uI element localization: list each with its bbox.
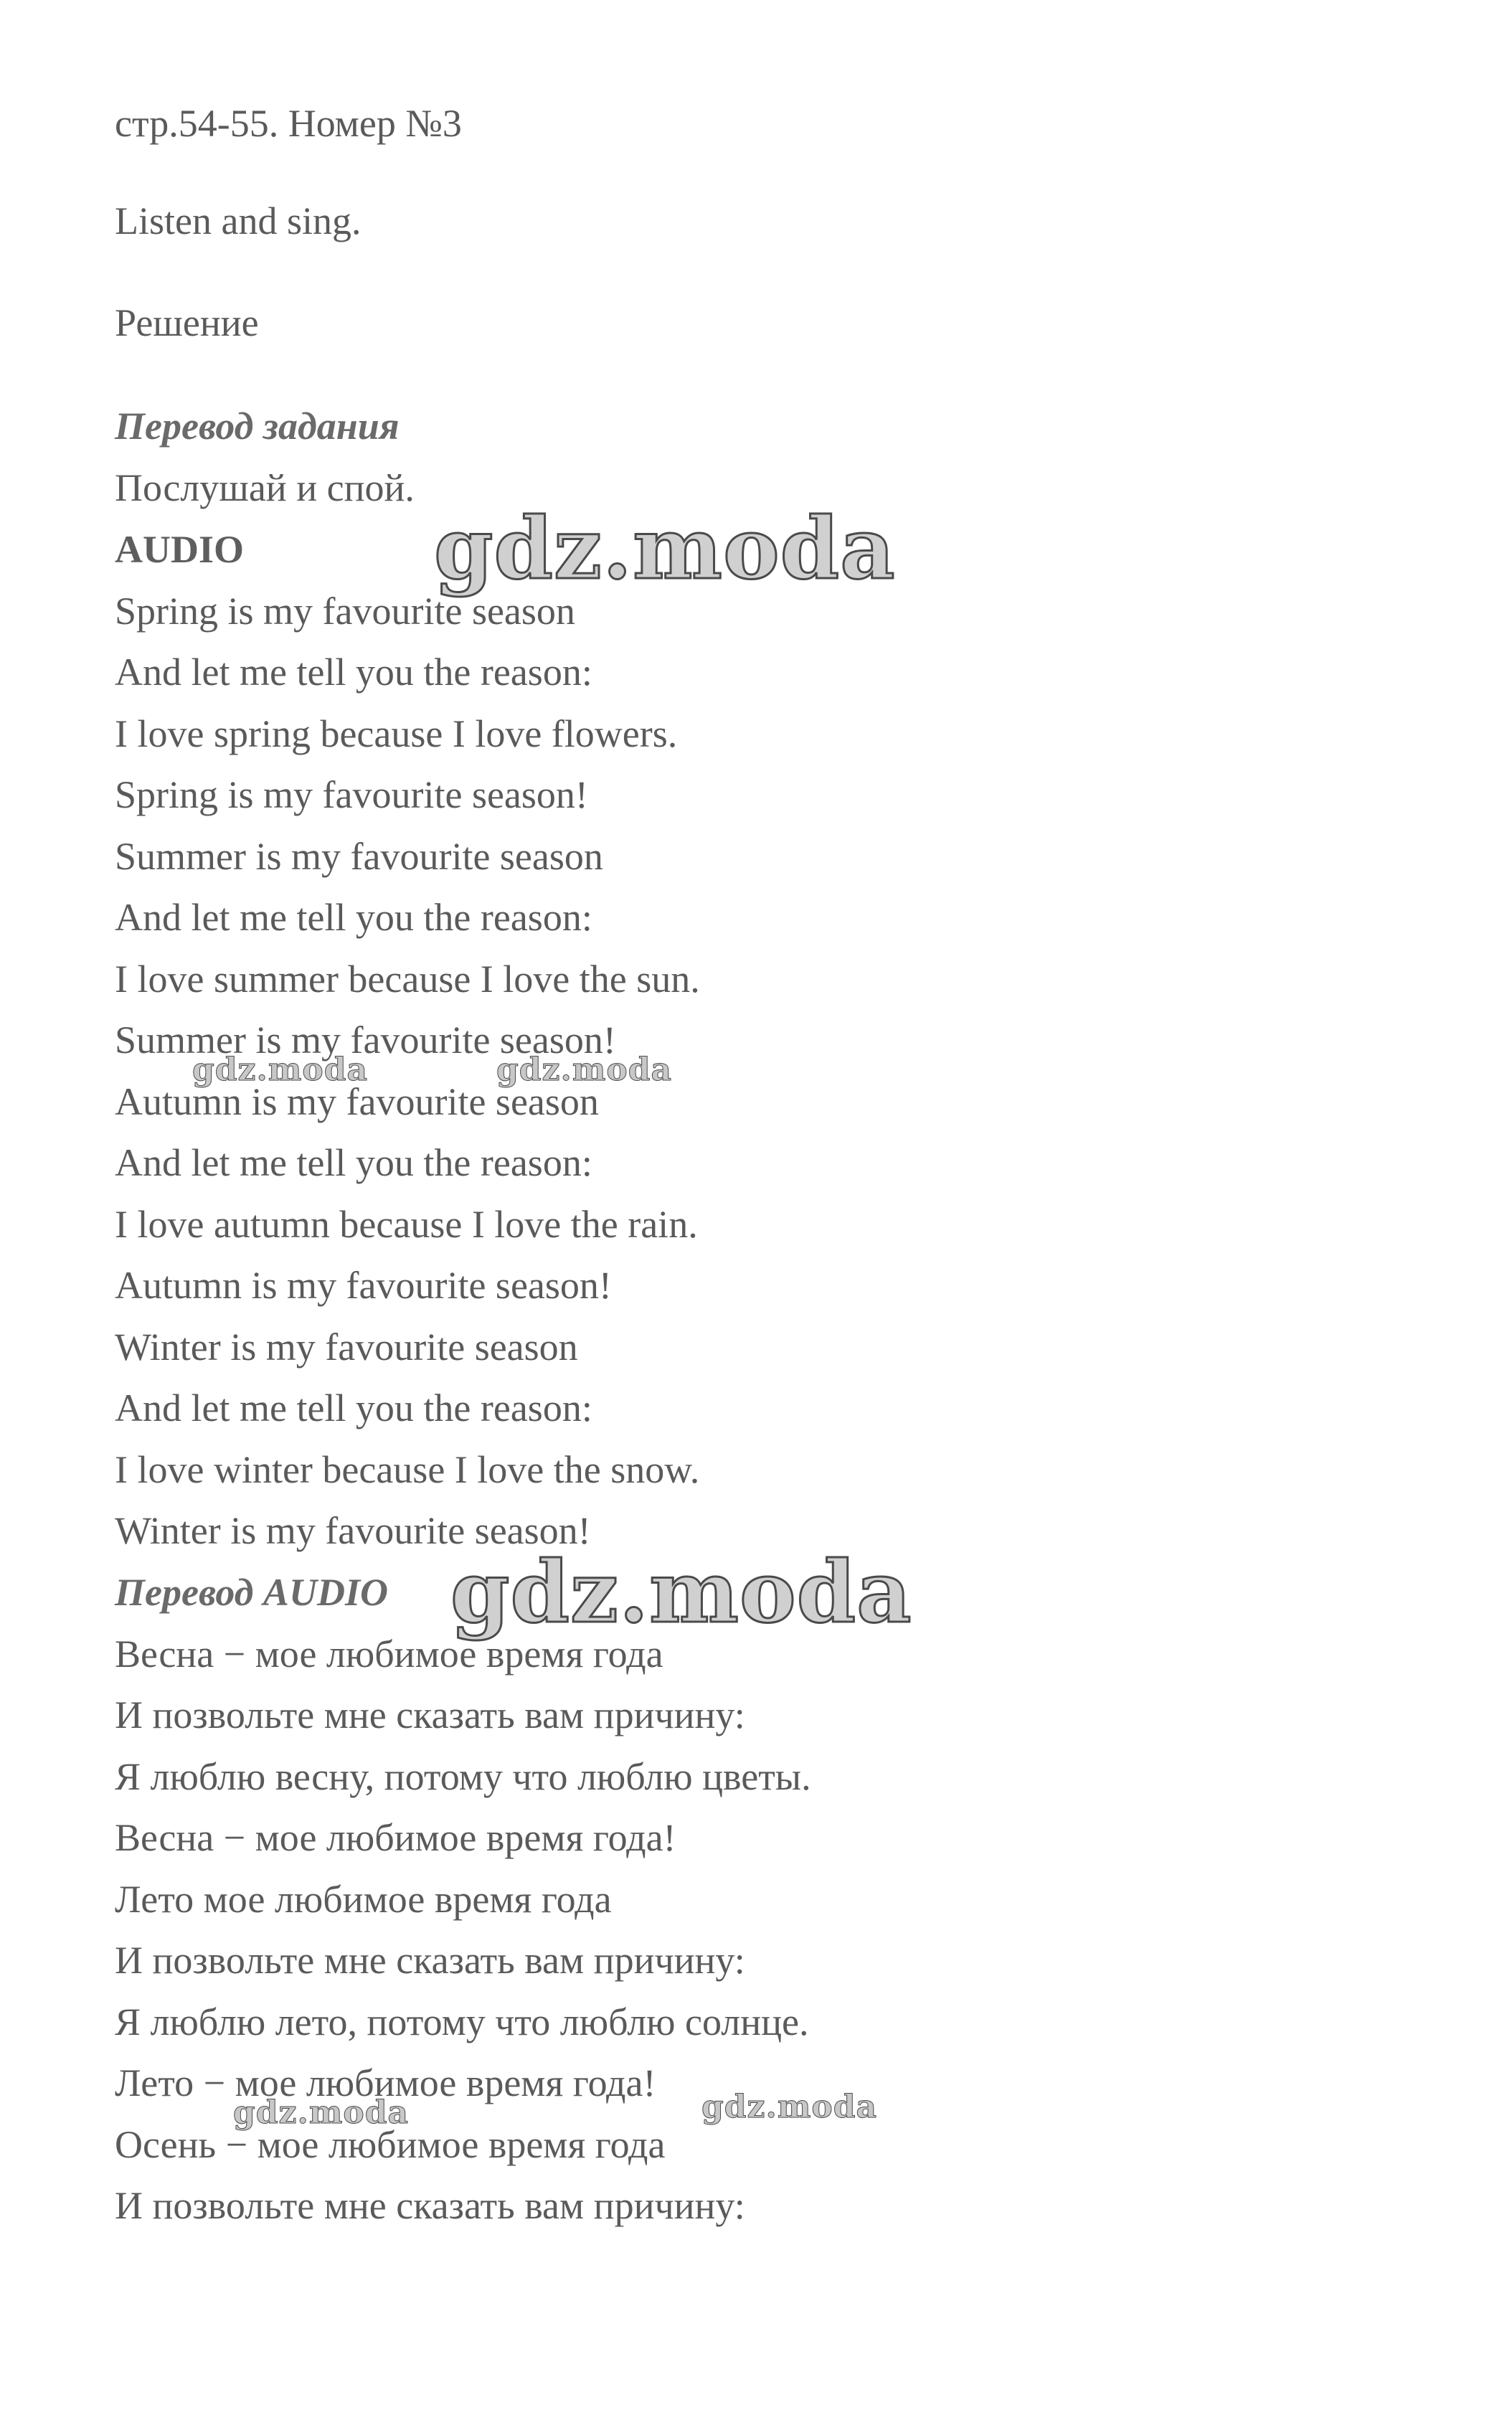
audio-line: Winter is my favourite season! bbox=[115, 1509, 591, 1552]
audio-line: I love winter because I love the snow. bbox=[115, 1448, 700, 1491]
translation-line: Весна − мое любимое время года bbox=[115, 1632, 663, 1676]
watermark: gdz.moda bbox=[701, 2089, 878, 2125]
translation-line: Лето − мое любимое время года! bbox=[115, 2061, 656, 2104]
translation-line: И позвольте мне сказать вам причину: bbox=[115, 2184, 745, 2227]
page-header: стр.54-55. Номер №3 bbox=[115, 102, 462, 145]
audio-line: And let me tell you the reason: bbox=[115, 1141, 592, 1184]
translation-line: Лето мое любимое время года bbox=[115, 1878, 612, 1921]
watermark: gdz.moda bbox=[192, 1051, 369, 1088]
audio-line: I love summer because I love the sun. bbox=[115, 958, 700, 1001]
task-text: Listen and sing. bbox=[115, 199, 362, 242]
translation-line: И позвольте мне сказать вам причину: bbox=[115, 1693, 745, 1736]
translation-text: Послушай и спой. bbox=[115, 466, 415, 509]
translation-line: Осень − мое любимое время года bbox=[115, 2123, 666, 2166]
solution-label: Решение bbox=[115, 301, 259, 344]
translation-line: Весна − мое любимое время года! bbox=[115, 1816, 676, 1859]
audio-line: Summer is my favourite season! bbox=[115, 1019, 616, 1062]
watermark: gdz.moda bbox=[434, 498, 896, 598]
watermark: gdz.moda bbox=[450, 1542, 912, 1642]
translation-heading: Перевод задания bbox=[115, 405, 400, 448]
audio-line: Spring is my favourite season bbox=[115, 590, 575, 633]
audio-line: Autumn is my favourite season bbox=[115, 1080, 599, 1123]
audio-line: I love spring because I love flowers. bbox=[115, 712, 678, 755]
translation-line: Я люблю лето, потому что люблю солнце. bbox=[115, 2000, 809, 2043]
audio-line: Summer is my favourite season bbox=[115, 835, 603, 878]
watermark: gdz.moda bbox=[233, 2094, 410, 2131]
translation-line: Я люблю весну, потому что люблю цветы. bbox=[115, 1755, 811, 1798]
translation-line: И позвольте мне сказать вам причину: bbox=[115, 1939, 745, 1982]
audio-line: And let me tell you the reason: bbox=[115, 896, 592, 939]
audio-line: Autumn is my favourite season! bbox=[115, 1264, 612, 1307]
audio-line: I love autumn because I love the rain. bbox=[115, 1203, 698, 1246]
audio-line: And let me tell you the reason: bbox=[115, 1386, 592, 1429]
audio-line: And let me tell you the reason: bbox=[115, 651, 592, 694]
watermark: gdz.moda bbox=[496, 1051, 673, 1088]
audio-line: Winter is my favourite season bbox=[115, 1325, 578, 1369]
audio-heading: AUDIO bbox=[115, 528, 245, 571]
audio-translation-heading: Перевод AUDIO bbox=[115, 1571, 388, 1614]
audio-line: Spring is my favourite season! bbox=[115, 773, 588, 816]
